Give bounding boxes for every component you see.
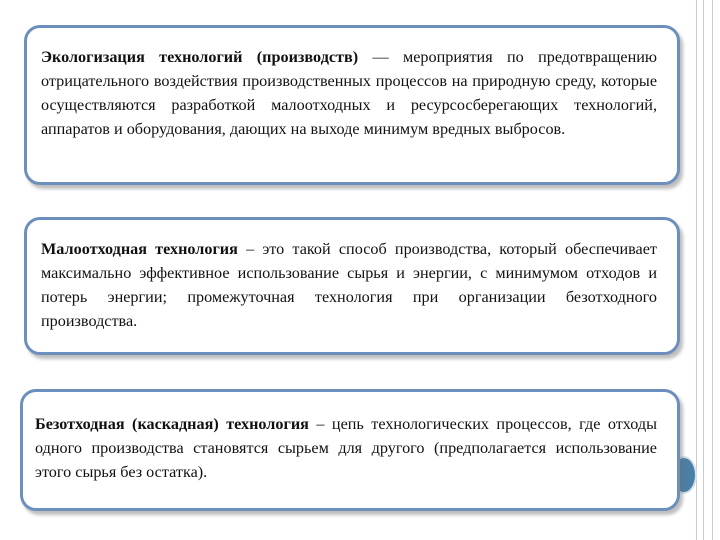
term-waste-free: Безотходная (каскадная) технология — [35, 415, 309, 433]
definition-text: – цепь технологических процессов, где отходы одного производства становятся сырьем для другого (предполагается использование этого сырья без остатка). — [35, 415, 657, 481]
definition-card-low-waste — [24, 217, 680, 355]
slide-border-line — [696, 0, 697, 540]
slide-border-line — [703, 0, 704, 540]
definition-card-waste-free — [20, 389, 680, 511]
slide-border-line — [712, 0, 713, 540]
term-ecologization: Экологизация технологий (производств) — [41, 48, 359, 66]
term-low-waste: Малоотходная технология — [41, 240, 238, 258]
definition-card-ecologization — [24, 25, 680, 185]
definition-text: — мероприятия по предотвращению отрицательного воздействия производственных процессов на природную среду, которые осуществляются разработкой малоотходных и ресурсосберегающих технологий, аппаратов и оборудования, дающих на выходе минимум вредных выбросов. — [41, 48, 657, 138]
definition-text: – это такой способ производства, который обеспечивает максимально эффективное использование сырья и энергии, с минимумом отходов и потерь энергии; промежуточная технология при организации безотходного производства. — [41, 240, 658, 330]
